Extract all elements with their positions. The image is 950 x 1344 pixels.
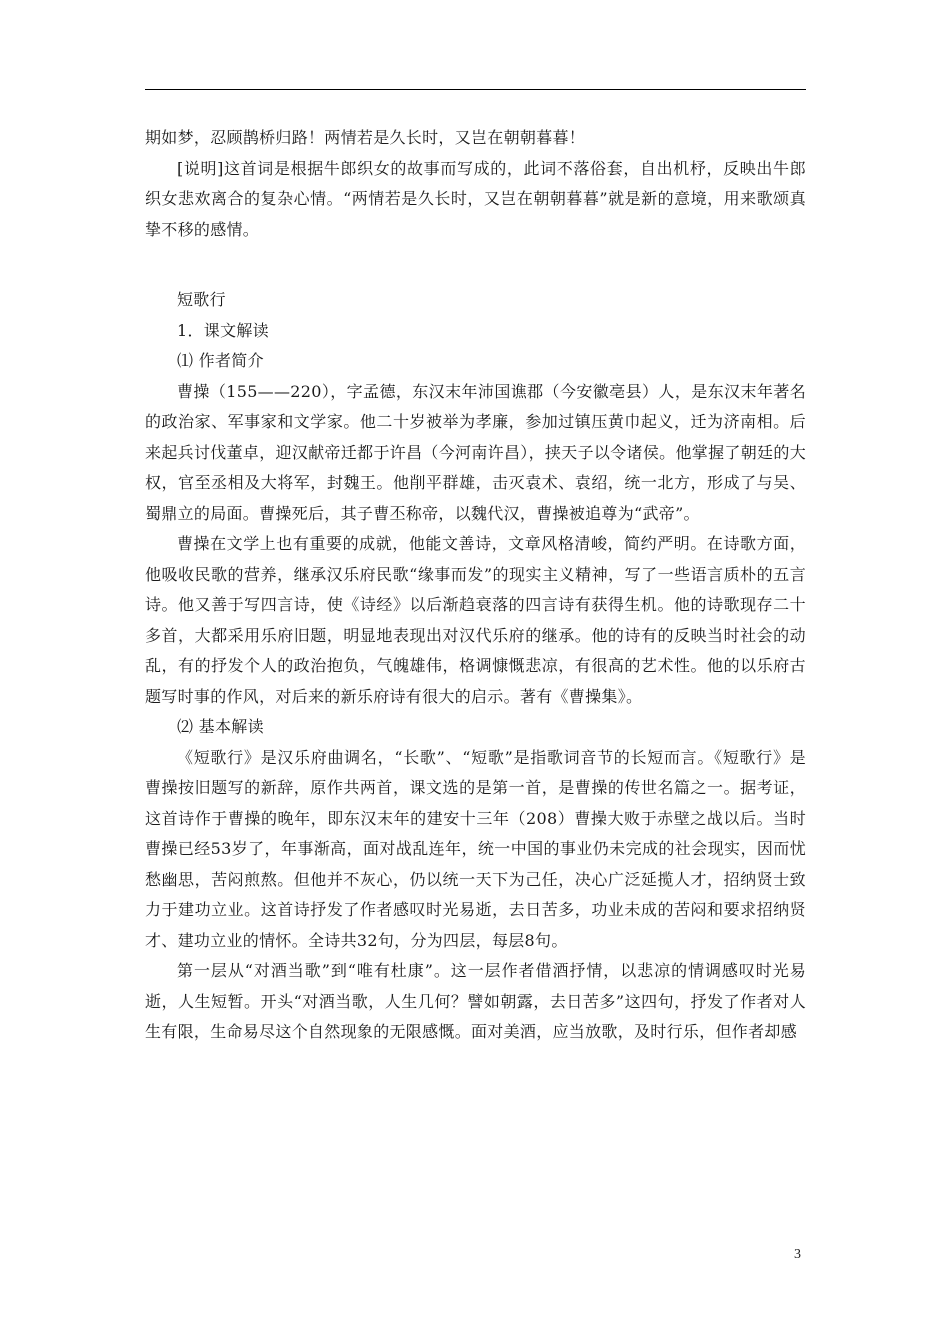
main-paragraph-4: 曹操在文学上也有重要的成就，他能文善诗，文章风格清峻，简约严明。在诗歌方面，他吸收民歌的营养，继承汉乐府民歌“缘事而发”的现实主义精神，写了一些语言质朴的五言诗。他又善于写四言诗，使《诗经》以后渐趋衰落的四言诗有获得生机。他的诗歌现存二十多首，大都采用乐府旧题，明显地表现出对汉代乐府的继承。他的诗有的反映当时社会的动乱，有的抒发个人的政治抱负，气魄雄伟，格调慷慨悲凉，有很高的艺术性。他的以乐府古题写时事的作风，对后来的新乐府诗有很大的启示。著有《曹操集》。 — [145, 534, 806, 706]
main-paragraph-7: 第一层从“对酒当歌”到“唯有杜康”。这一层作者借酒抒情，以悲凉的情调感叹时光易逝，人生短暂。开头“对酒当歌，人生几何？譬如朝露，去日苦多”这四句，抒发了作者对人生有限，生命易尽这个自然现象的无限感慨。面对美酒，应当放歌，及时行乐，但作者却感 — [145, 961, 806, 1041]
main-paragraph-0: 短歌行 — [177, 290, 226, 309]
main-paragraph-3: 曹操（155——220），字孟德，东汉末年沛国谯郡（今安徽亳县）人，是东汉末年著名的政治家、军事家和文学家。他二十岁被举为孝廉，参加过镇压黄巾起义，迁为济南相。后来起兵讨伐董卓，迎汉献帝迁都于许昌（今河南许昌），挟天子以令诸侯。他掌握了朝廷的大权，官至丞相及大将军，封魏王。他削平群雄，击灭袁术、袁绍，统一北方，形成了与吴、蜀鼎立的局面。曹操死后，其子曹丕称帝，以魏代汉，曹操被追尊为“武帝”。 — [145, 381, 806, 523]
main-paragraph-6: 《短歌行》是汉乐府曲调名，“长歌”、“短歌”是指歌词音节的长短而言。《短歌行》是曹操按旧题写的新辞，原作共两首，课文选的是第一首，是曹操的传世名篇之一。据考证，这首诗作于曹操的晚年，即东汉末年的建安十三年（208）曹操大败于赤壁之战以后。当时曹操已经53岁了，年事渐高，面对战乱连年，统一中国的事业仍未完成的社会现实，因而忧愁幽思，苦闷煎熬。但他并不灰心，仍以统一天下为己任，决心广泛延揽人才，招纳贤士致力于建功立业。这首诗抒发了作者感叹时光易逝，去日苦多，功业未成的苦闷和要求招纳贤才、建功立业的情怀。全诗共32句，分为四层，每层8句。 — [145, 747, 806, 950]
duangexing-section — [145, 285, 806, 1048]
header-rule — [145, 89, 806, 90]
page-number: 3 — [794, 1247, 801, 1262]
main-paragraph-5: ⑵ 基本解读 — [177, 717, 264, 736]
section-gap — [145, 245, 806, 285]
top-paragraph-0: 期如梦，忍顾鹊桥归路！两情若是久长时，又岂在朝朝暮暮！ — [145, 128, 586, 147]
poem-note-section — [145, 123, 806, 245]
top-paragraph-1: [说明]这首词是根据牛郎织女的故事而写成的，此词不落俗套，自出机杼，反映出牛郎织女悲欢离合的复杂心情。“两情若是久长时，又岂在朝朝暮暮”就是新的意境，用来歌颂真挚不移的感情。 — [145, 158, 806, 239]
main-paragraph-2: ⑴ 作者简介 — [177, 351, 264, 370]
document-body — [145, 123, 806, 1048]
main-paragraph-1: 1．课文解读 — [177, 320, 269, 340]
